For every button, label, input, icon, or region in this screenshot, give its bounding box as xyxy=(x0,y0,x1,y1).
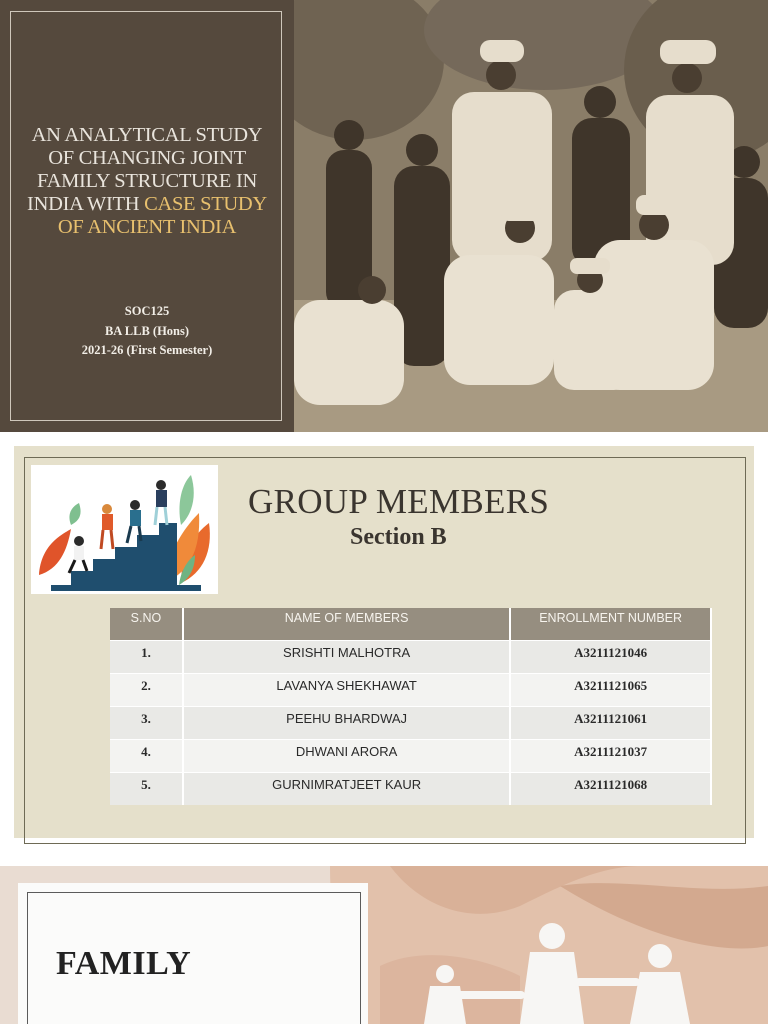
cell-enrollment: A3211121065 xyxy=(510,673,711,706)
column-header-sno: S.NO xyxy=(110,608,183,640)
title-line-text: INDIA WITH xyxy=(27,193,145,215)
title-line: OF CHANGING JOINT xyxy=(48,147,246,169)
section-label: Section B xyxy=(350,524,447,550)
cell-enrollment: A3211121046 xyxy=(510,640,711,673)
teamwork-illustration xyxy=(31,465,218,594)
presentation-title xyxy=(12,124,282,239)
cell-name: DHWANI ARORA xyxy=(183,739,510,772)
table-row xyxy=(110,706,711,739)
slide-title: GROUP MEMBERS xyxy=(248,482,550,521)
session-text: 2021-26 (First Semester) xyxy=(81,343,213,357)
title-panel xyxy=(0,0,294,432)
cell-enrollment: A3211121068 xyxy=(510,772,711,805)
cell-sno: 1. xyxy=(110,640,183,673)
table-row xyxy=(110,772,711,805)
family-slide xyxy=(0,866,768,1024)
title-line xyxy=(12,193,282,216)
course-code: SOC125 xyxy=(124,304,170,318)
table-row xyxy=(110,739,711,772)
cell-name: LAVANYA SHEKHAWAT xyxy=(183,673,510,706)
cell-sno: 3. xyxy=(110,706,183,739)
table-header-row xyxy=(110,608,711,640)
family-photo-illustration xyxy=(294,0,768,432)
cell-name: GURNIMRATJEET KAUR xyxy=(183,772,510,805)
members-table xyxy=(110,608,712,805)
title-slide xyxy=(0,0,768,432)
cell-name: PEEHU BHARDWAJ xyxy=(183,706,510,739)
title-highlight: CASE STUDY xyxy=(144,193,267,215)
historical-family-photo xyxy=(294,0,768,432)
people-climbing-stairs-icon xyxy=(31,465,218,594)
course-info xyxy=(12,302,282,361)
table-row xyxy=(110,673,711,706)
column-header-name: NAME OF MEMBERS xyxy=(183,608,510,640)
cell-sno: 4. xyxy=(110,739,183,772)
column-header-enrollment: ENROLLMENT NUMBER xyxy=(510,608,711,640)
cell-name: SRISHTI MALHOTRA xyxy=(183,640,510,673)
title-highlight: OF ANCIENT INDIA xyxy=(57,216,237,238)
cell-enrollment: A3211121061 xyxy=(510,706,711,739)
cell-sno: 2. xyxy=(110,673,183,706)
family-slide-title: FAMILY xyxy=(56,945,192,982)
table-row xyxy=(110,640,711,673)
group-members-slide xyxy=(0,432,768,850)
title-line: FAMILY STRUCTURE IN xyxy=(36,170,258,192)
program-name: BA LLB (Hons) xyxy=(104,323,190,338)
title-line: AN ANALYTICAL STUDY xyxy=(31,124,263,146)
cell-enrollment: A3211121037 xyxy=(510,739,711,772)
cell-sno: 5. xyxy=(110,772,183,805)
